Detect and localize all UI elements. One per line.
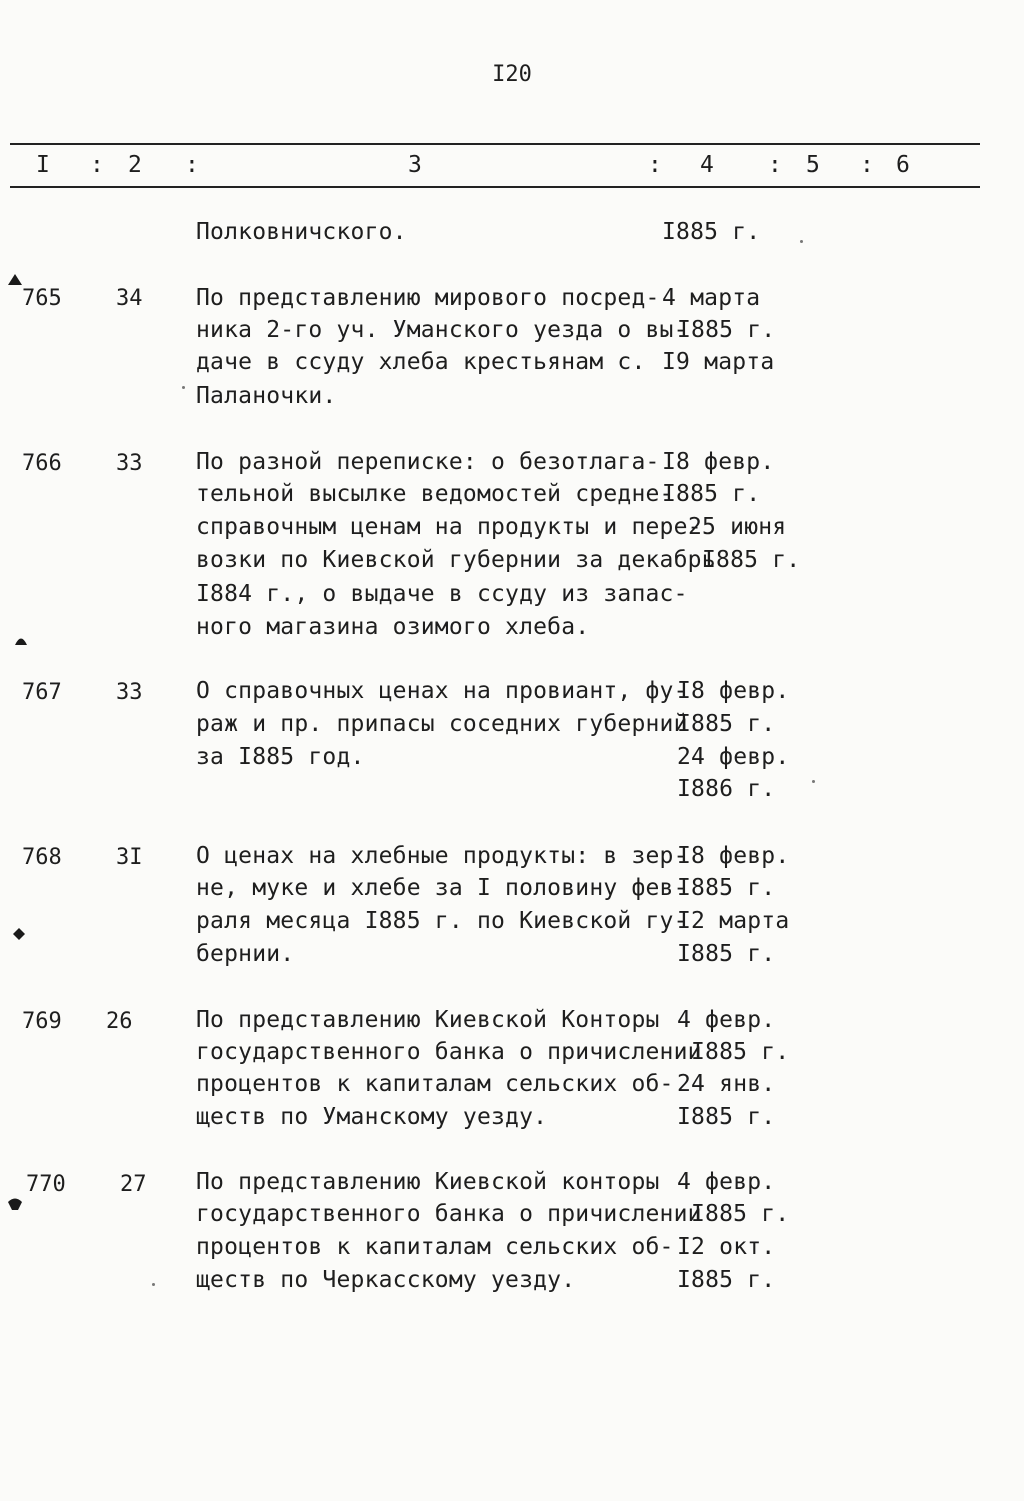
- date-line: I885 г.: [677, 875, 776, 901]
- description-line: ного магазина озимого хлеба.: [196, 614, 590, 640]
- date-line: I8 февр.: [662, 449, 775, 475]
- date-line: I885 г.: [702, 547, 801, 573]
- date-line: I8 февр.: [677, 843, 790, 869]
- binding-hole-mark: [6, 272, 24, 288]
- scan-speck: [182, 386, 185, 389]
- description-line: государственного банка о причислении: [196, 1201, 702, 1227]
- date-line: I8 февр.: [677, 678, 790, 704]
- description-line: справочным ценам на продукты и пере-: [196, 514, 702, 540]
- description-line: По разной переписке: о безотлага-: [196, 449, 660, 475]
- date-line: 24 февр.: [677, 744, 790, 770]
- sheet-count: 33: [116, 680, 143, 705]
- sheet-count: 34: [116, 286, 143, 311]
- column-separator: :: [185, 152, 199, 178]
- column-header-5: 5: [806, 152, 820, 178]
- date-line: 4 февр.: [677, 1169, 776, 1195]
- binding-hole-mark: [6, 1196, 24, 1212]
- description-line: Паланочки.: [196, 383, 337, 409]
- description-line: По представлению Киевской конторы: [196, 1169, 660, 1195]
- column-header-6: 6: [896, 152, 910, 178]
- description-line: О справочных ценах на провиант, фу-: [196, 678, 688, 704]
- date-line: I2 марта: [677, 908, 790, 934]
- entry-number: 769: [22, 1009, 62, 1034]
- table-top-rule: [10, 143, 980, 145]
- description-line: даче в ссуду хлеба крестьянам с.: [196, 349, 646, 375]
- sheet-count: 26: [106, 1009, 133, 1034]
- sheet-count: 33: [116, 451, 143, 476]
- date-line: I885 г.: [662, 219, 761, 245]
- column-separator: :: [90, 152, 104, 178]
- date-line: I885 г.: [677, 1104, 776, 1130]
- binding-hole-mark: [10, 926, 28, 942]
- date-line: I885 г.: [677, 711, 776, 737]
- column-separator: :: [768, 152, 782, 178]
- table-header-bottom-rule: [10, 186, 980, 188]
- column-separator: :: [648, 152, 662, 178]
- description-line: ществ по Черкасскому уезду.: [196, 1267, 576, 1293]
- description-line: По представлению мирового посред-: [196, 285, 660, 311]
- description-line: процентов к капиталам сельских об-: [196, 1234, 674, 1260]
- description-line: процентов к капиталам сельских об-: [196, 1071, 674, 1097]
- description-line: ника 2-го уч. Уманского уезда о вы-: [196, 317, 688, 343]
- date-line: I2 окт.: [677, 1234, 776, 1260]
- date-line: I885 г.: [662, 481, 761, 507]
- date-line: I9 марта: [662, 349, 775, 375]
- entry-number: 765: [22, 286, 62, 311]
- column-header-2: 2: [128, 152, 142, 178]
- date-line: I886 г.: [677, 776, 776, 802]
- column-header-3: 3: [408, 152, 422, 178]
- date-line: 4 февр.: [677, 1007, 776, 1033]
- date-line: I885 г.: [677, 941, 776, 967]
- date-line: I885 г.: [677, 1267, 776, 1293]
- date-line: I885 г.: [677, 317, 776, 343]
- column-separator: :: [860, 152, 874, 178]
- description-line: О ценах на хлебные продукты: в зер-: [196, 843, 688, 869]
- date-line: 4 марта: [662, 285, 761, 311]
- description-line: раж и пр. припасы соседних губерний: [196, 711, 688, 737]
- date-line: I885 г.: [691, 1201, 790, 1227]
- date-line: 25 июня: [688, 514, 787, 540]
- description-line: за I885 год.: [196, 744, 365, 770]
- entry-number: 767: [22, 680, 62, 705]
- description-line: возки по Киевской губернии за декабрь: [196, 547, 716, 573]
- date-line: 24 янв.: [677, 1071, 776, 1097]
- description-line: бернии.: [196, 941, 295, 967]
- column-header-4: 4: [700, 152, 714, 178]
- description-line: Полковничского.: [196, 219, 407, 245]
- description-line: не, муке и хлебе за I половину фев-: [196, 875, 688, 901]
- description-line: раля месяца I885 г. по Киевской гу-: [196, 908, 688, 934]
- page-number: I20: [492, 62, 532, 87]
- entry-number: 766: [22, 451, 62, 476]
- description-line: тельной высылке ведомостей средне-: [196, 481, 674, 507]
- entry-number: 770: [26, 1172, 66, 1197]
- scan-speck: [812, 780, 815, 783]
- scan-speck: [152, 1283, 155, 1286]
- description-line: ществ по Уманскому уезду.: [196, 1104, 548, 1130]
- scan-speck: [800, 240, 803, 243]
- sheet-count: 3I: [116, 845, 143, 870]
- column-header-1: I: [36, 152, 50, 178]
- date-line: I885 г.: [691, 1039, 790, 1065]
- description-line: По представлению Киевской Конторы: [196, 1007, 660, 1033]
- description-line: государственного банка о причислении: [196, 1039, 702, 1065]
- entry-number: 768: [22, 845, 62, 870]
- sheet-count: 27: [120, 1172, 147, 1197]
- description-line: I884 г., о выдаче в ссуду из запас-: [196, 581, 688, 607]
- binding-hole-mark: [12, 632, 30, 648]
